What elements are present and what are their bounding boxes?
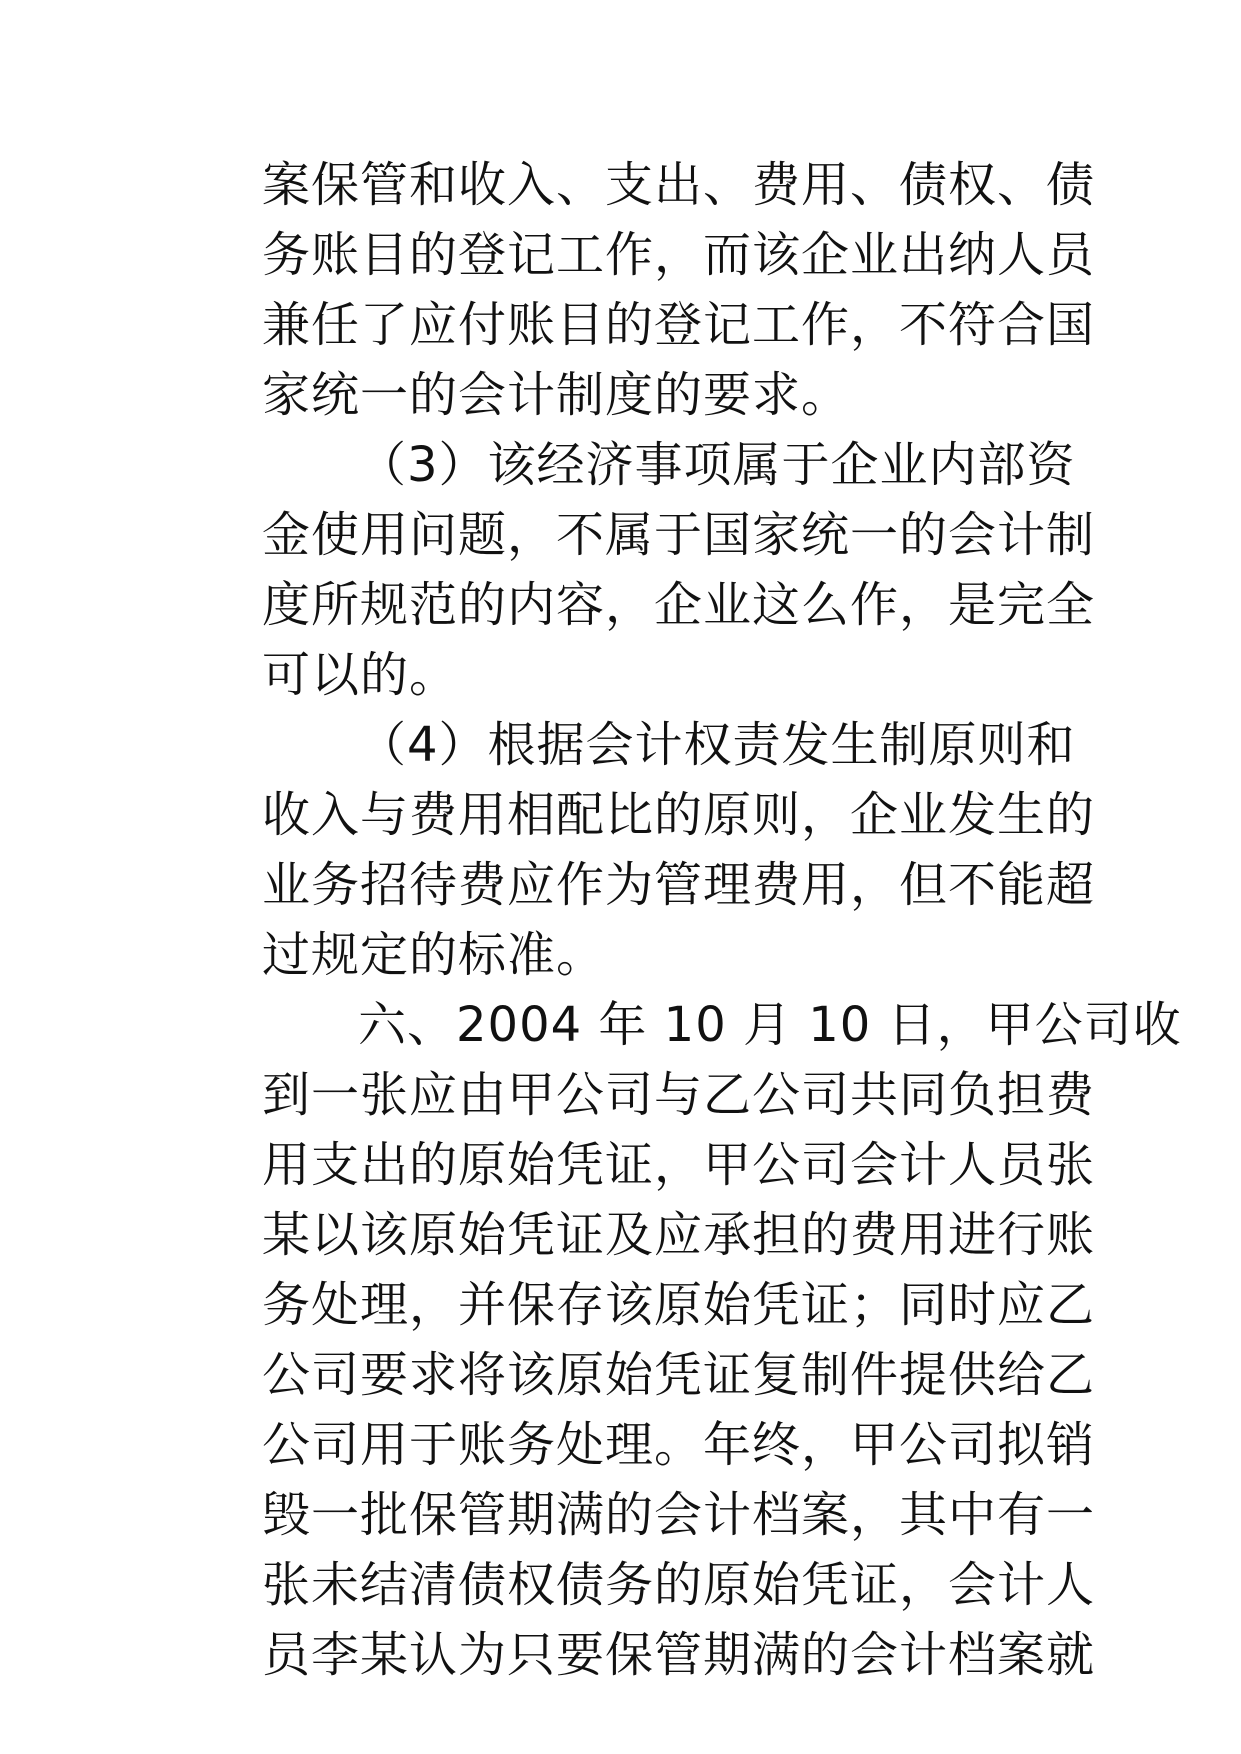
text-line: 员李某认为只要保管期满的会计档案就 <box>262 1627 1096 1683</box>
text-line: 六、2004 年 10 月 10 日，甲公司收 <box>358 997 1182 1053</box>
text-line: 度所规范的内容，企业这么作，是完全 <box>262 577 1096 633</box>
text-line: 某以该原始凭证及应承担的费用进行账 <box>262 1207 1096 1263</box>
text-line: 家统一的会计制度的要求。 <box>262 367 851 423</box>
text-line: （3）该经济事项属于企业内部资 <box>358 437 1076 493</box>
text-line: 案保管和收入、支出、费用、债权、债 <box>262 157 1096 213</box>
text-line: 用支出的原始凭证，甲公司会计人员张 <box>262 1137 1096 1193</box>
text-line: （4）根据会计权责发生制原则和 <box>358 717 1076 773</box>
text-line: 兼任了应付账目的登记工作，不符合国 <box>262 297 1096 353</box>
body-text <box>262 150 1182 1690</box>
text-line: 公司要求将该原始凭证复制件提供给乙 <box>262 1347 1096 1403</box>
text-line: 毁一批保管期满的会计档案，其中有一 <box>262 1487 1096 1543</box>
text-line: 金使用问题，不属于国家统一的会计制 <box>262 507 1096 563</box>
text-line: 收入与费用相配比的原则，企业发生的 <box>262 787 1096 843</box>
text-line: 可以的。 <box>262 647 459 703</box>
text-line: 业务招待费应作为管理费用，但不能超 <box>262 857 1096 913</box>
text-line: 过规定的标准。 <box>262 927 606 983</box>
text-line: 到一张应由甲公司与乙公司共同负担费 <box>262 1067 1096 1123</box>
text-line: 公司用于账务处理。年终，甲公司拟销 <box>262 1417 1096 1473</box>
text-line: 张未结清债权债务的原始凭证，会计人 <box>262 1557 1096 1613</box>
text-line: 务处理，并保存该原始凭证；同时应乙 <box>262 1277 1096 1333</box>
text-line: 务账目的登记工作，而该企业出纳人员 <box>262 227 1096 283</box>
